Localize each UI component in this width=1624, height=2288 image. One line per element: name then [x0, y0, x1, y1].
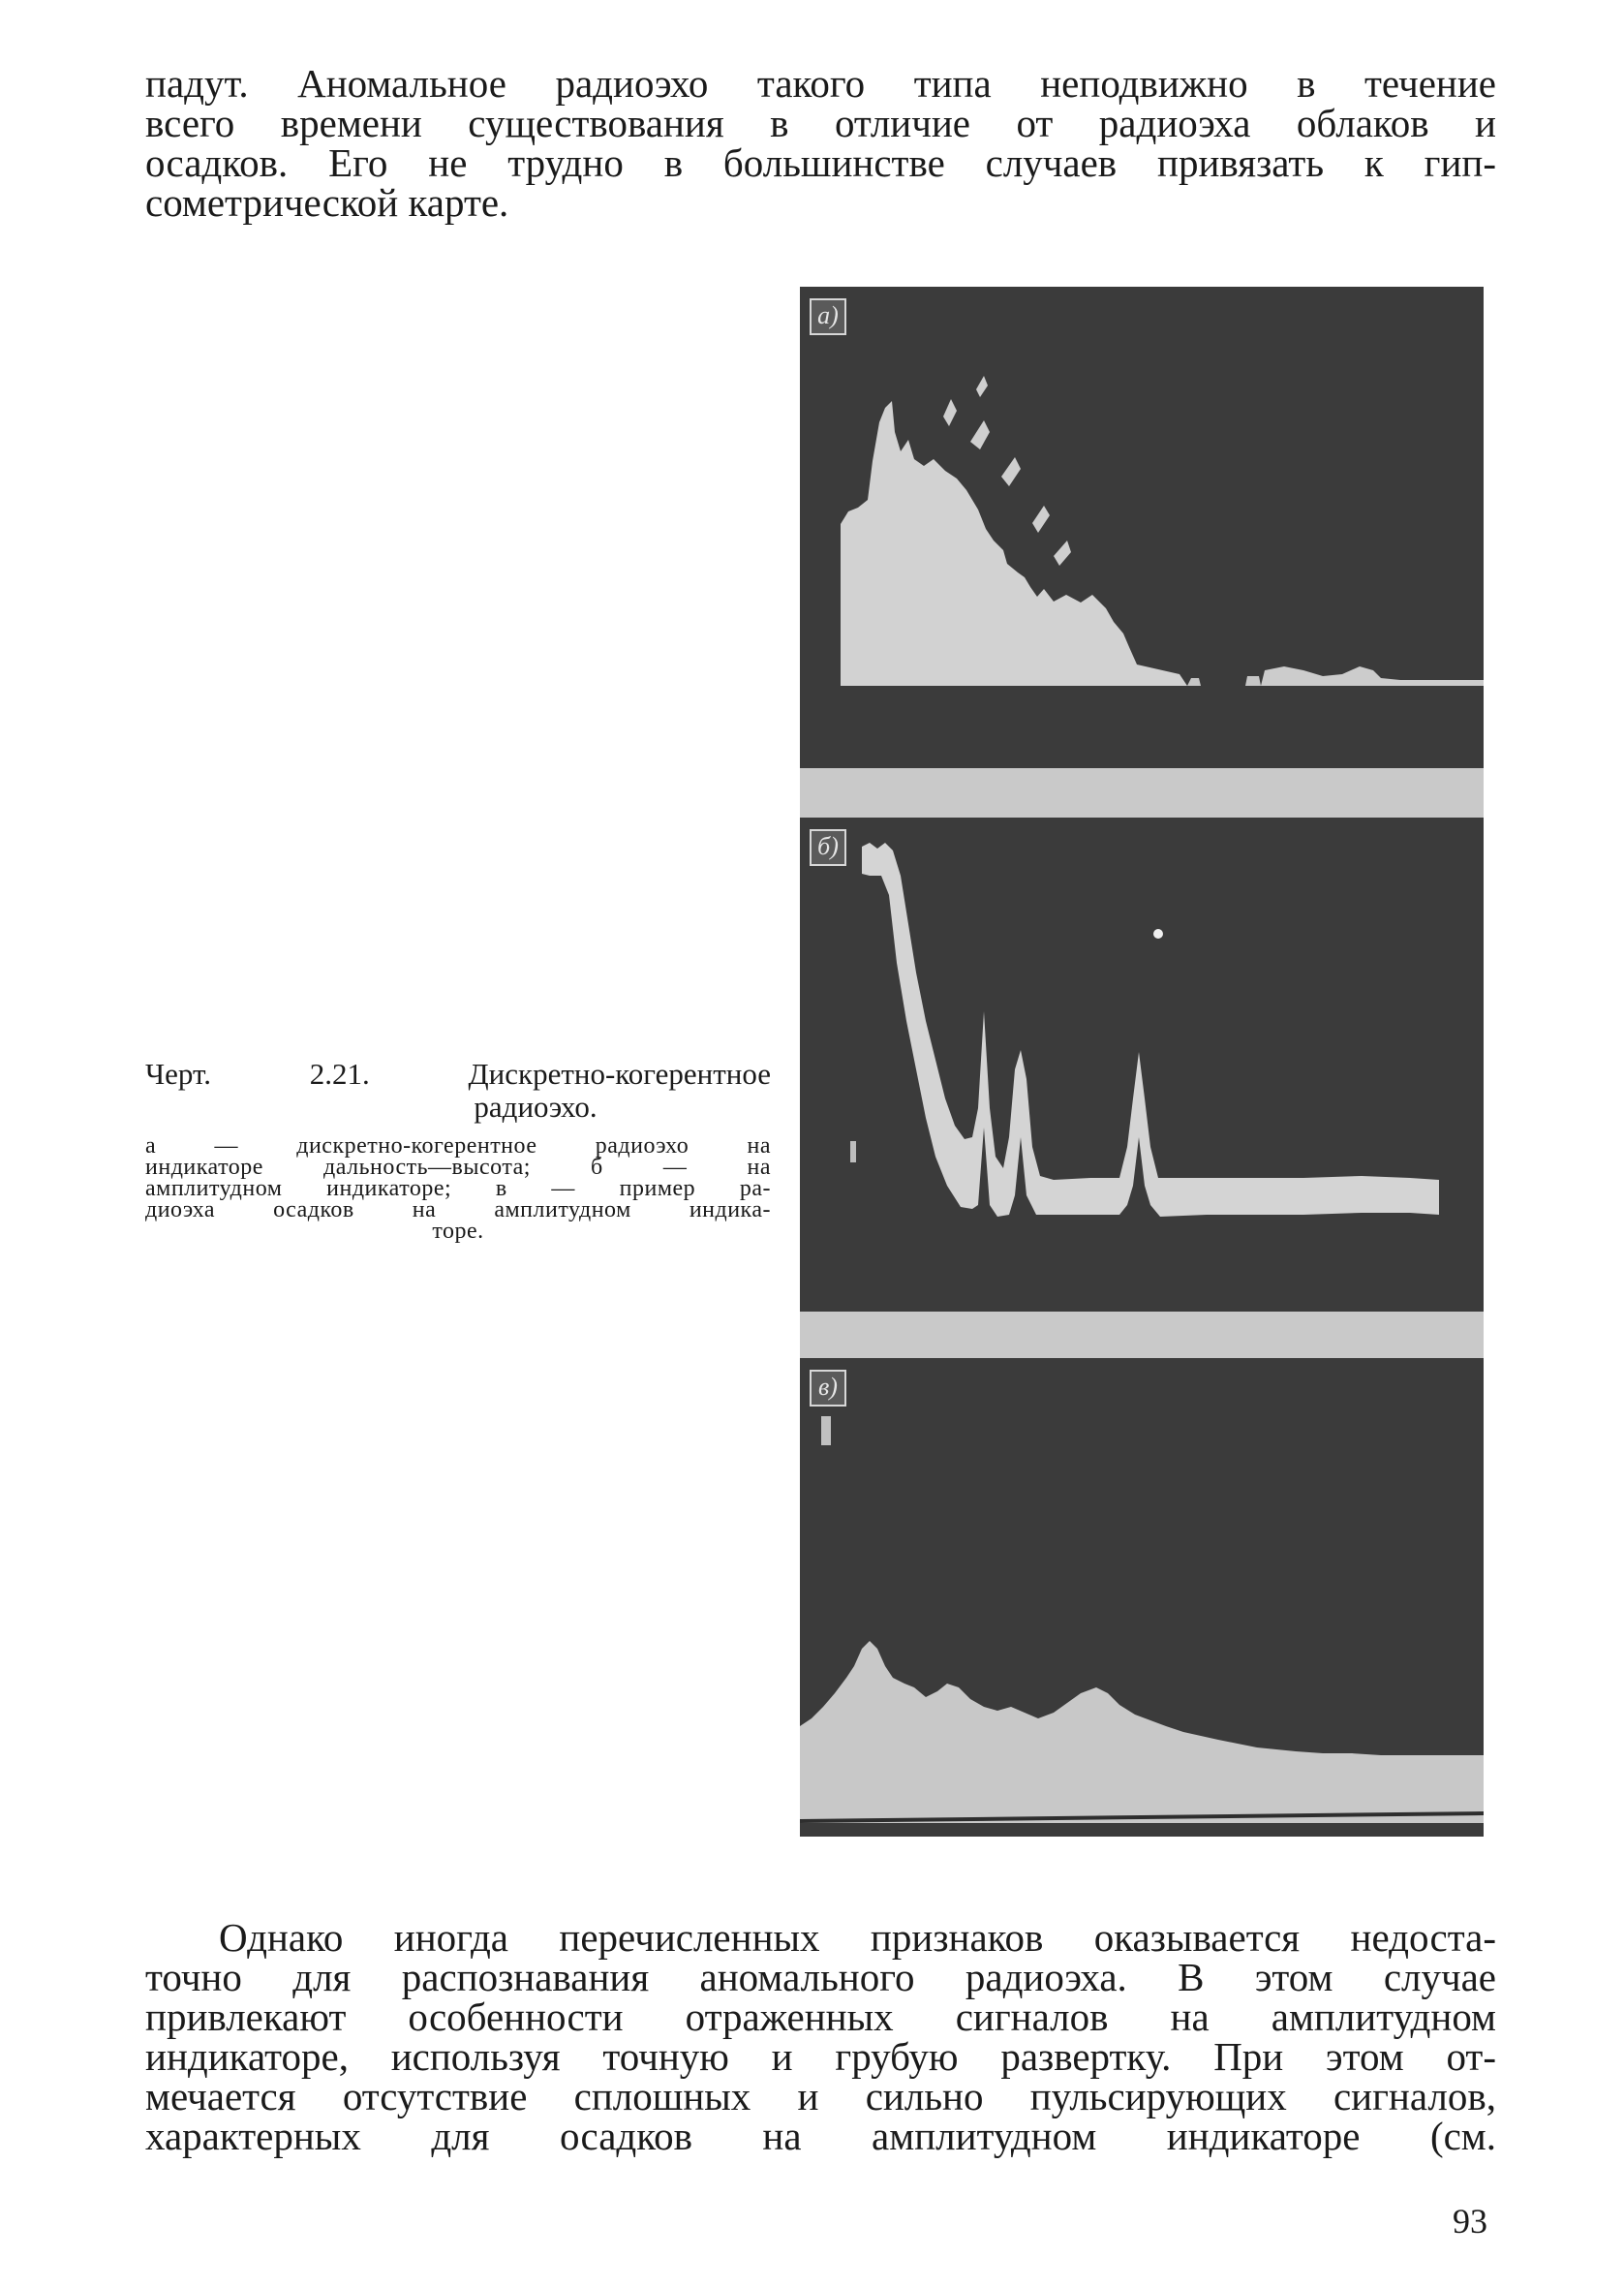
- caption-figure-number: 2.21.: [309, 1057, 370, 1091]
- panel-b-image: [800, 818, 1484, 1312]
- panel-b-amplitude: [800, 818, 1484, 1312]
- text-line: индикаторе, используя точную и грубую развертку. При этом от-: [145, 2034, 1496, 2079]
- caption-title: [145, 1058, 771, 1124]
- text-line: осадков. Его не трудно в большинстве случаев привязать к гип-: [145, 140, 1496, 185]
- text-line: характерных для осадков на амплитудном индикаторе (см.: [145, 2114, 1496, 2158]
- text-line: привлекают особенности отраженных сигналов на амплитудном: [145, 1994, 1496, 2039]
- caption-line: диоэха осадков на амплитудном индика-: [145, 1197, 771, 1222]
- panel-c-image: [800, 1358, 1484, 1837]
- caption-title-continuation: радиоэхо.: [474, 1090, 598, 1124]
- panel-label: в): [810, 1370, 846, 1407]
- panel-label: б): [810, 829, 846, 866]
- caption-title-line: [145, 1058, 771, 1091]
- echo-far: [1245, 676, 1261, 686]
- echo-mark: [821, 1416, 831, 1445]
- panel-c-precipitation: [800, 1358, 1484, 1837]
- echo-mark: [850, 1141, 856, 1162]
- text-line: падут. Аномальное радиоэхо такого типа неподвижно в течение: [145, 61, 1496, 106]
- caption-line: торе.: [432, 1219, 484, 1244]
- caption-line: амплитудном индикаторе; в — пример ра-: [145, 1176, 771, 1201]
- text-line: Однако иногда перечисленных признаков оказывается недоста-: [219, 1915, 1496, 1960]
- panel-a-image: [800, 287, 1484, 768]
- figure-caption: [145, 1058, 771, 1242]
- text-line: точно для распознавания аномального радиоэха. В этом случае: [145, 1955, 1496, 1999]
- text-line: сометрической карте.: [145, 180, 509, 225]
- panel-a-range-height: [800, 287, 1484, 768]
- caption-body: [145, 1135, 771, 1242]
- paragraph-bottom: [145, 1915, 1496, 2158]
- panel-label: а): [810, 298, 846, 335]
- caption-line: а — дискретно-когерентное радиоэхо на: [145, 1133, 771, 1159]
- caption-figure-word: Черт.: [145, 1057, 211, 1091]
- caption-line: индикаторе дальность—высота; б — на: [145, 1155, 771, 1180]
- text-line: мечается отсутствие сплошных и сильно пульсирующих сигналов,: [145, 2074, 1496, 2118]
- radar-figure: [800, 287, 1484, 1837]
- echo-dot: [1153, 929, 1163, 939]
- text-line: всего времени существования в отличие от радиоэха облаков и: [145, 101, 1496, 145]
- caption-figure-name: Дискретно-когерентное: [468, 1057, 771, 1091]
- paragraph-top: [145, 61, 1496, 225]
- page-number: 93: [1453, 2202, 1487, 2241]
